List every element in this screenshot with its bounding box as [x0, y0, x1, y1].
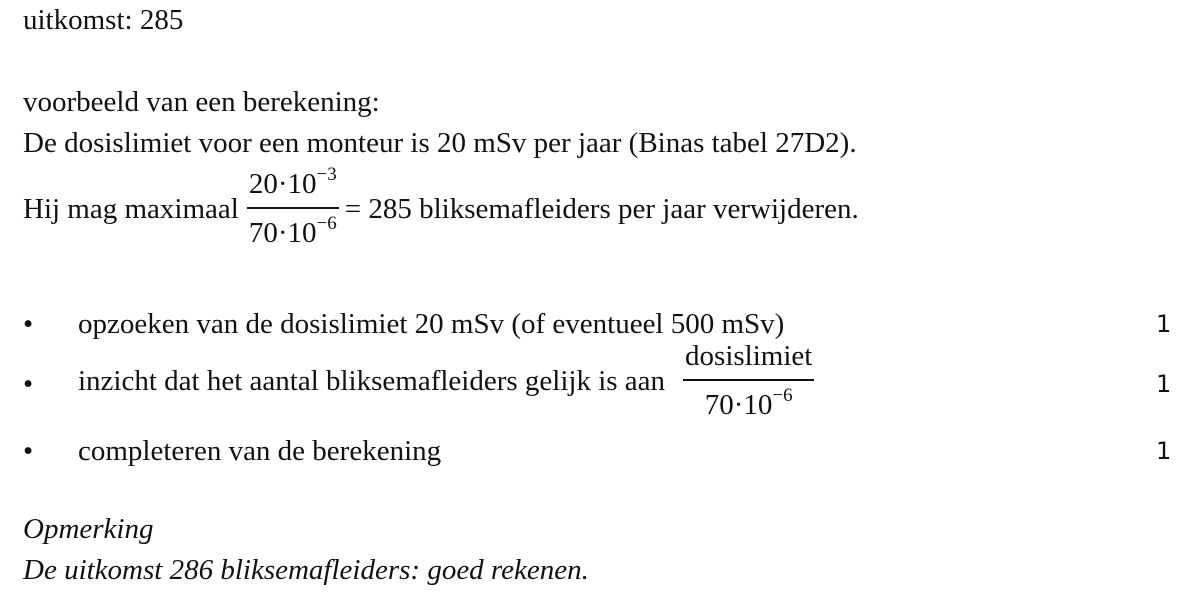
answer-label: uitkomst: 285: [23, 4, 184, 36]
example-line-2-suffix: = 285 bliksemafleiders per jaar verwijderen.: [344, 192, 859, 225]
criteria-text: completeren van de berekening: [78, 435, 442, 467]
fraction-bar: [247, 207, 339, 209]
remark-text: De uitkomst 286 bliksemafleiders: goed rekenen.: [23, 554, 589, 586]
example-heading: voorbeeld van een berekening:: [23, 86, 380, 118]
fraction-bar: [683, 379, 814, 381]
criteria-score: 1: [1156, 437, 1172, 465]
criteria-text-with-fraction: [78, 342, 820, 420]
criteria-text: opzoeken van de dosislimiet 20 mSv (of eventueel 500 mSv): [78, 308, 785, 340]
fraction-numerator: dosislimiet: [685, 340, 813, 372]
fraction-denominator: $70\cdot 10^{-6}$: [704, 385, 793, 421]
fraction-numerator: $20\cdot 10^{-3}$: [248, 164, 337, 200]
example-line-1: De dosislimiet voor een monteur is 20 mSv per jaar (Binas tabel 27D2).: [23, 127, 857, 159]
fraction-denominator: $70\cdot 10^{-6}$: [248, 213, 337, 249]
bullet-icon: •: [23, 308, 34, 340]
dose-fraction: [247, 164, 339, 249]
remark-heading: Opmerking: [23, 513, 154, 545]
example-line-2: [23, 164, 859, 249]
limit-fraction: [683, 342, 814, 420]
criteria-text: inzicht dat het aantal bliksemafleiders gelijk is aan: [78, 364, 666, 397]
criteria-score: 1: [1156, 310, 1172, 338]
bullet-icon: •: [23, 435, 34, 467]
example-line-2-prefix: Hij mag maximaal: [23, 192, 239, 225]
bullet-icon: •: [23, 368, 34, 400]
criteria-score: 1: [1156, 370, 1172, 398]
